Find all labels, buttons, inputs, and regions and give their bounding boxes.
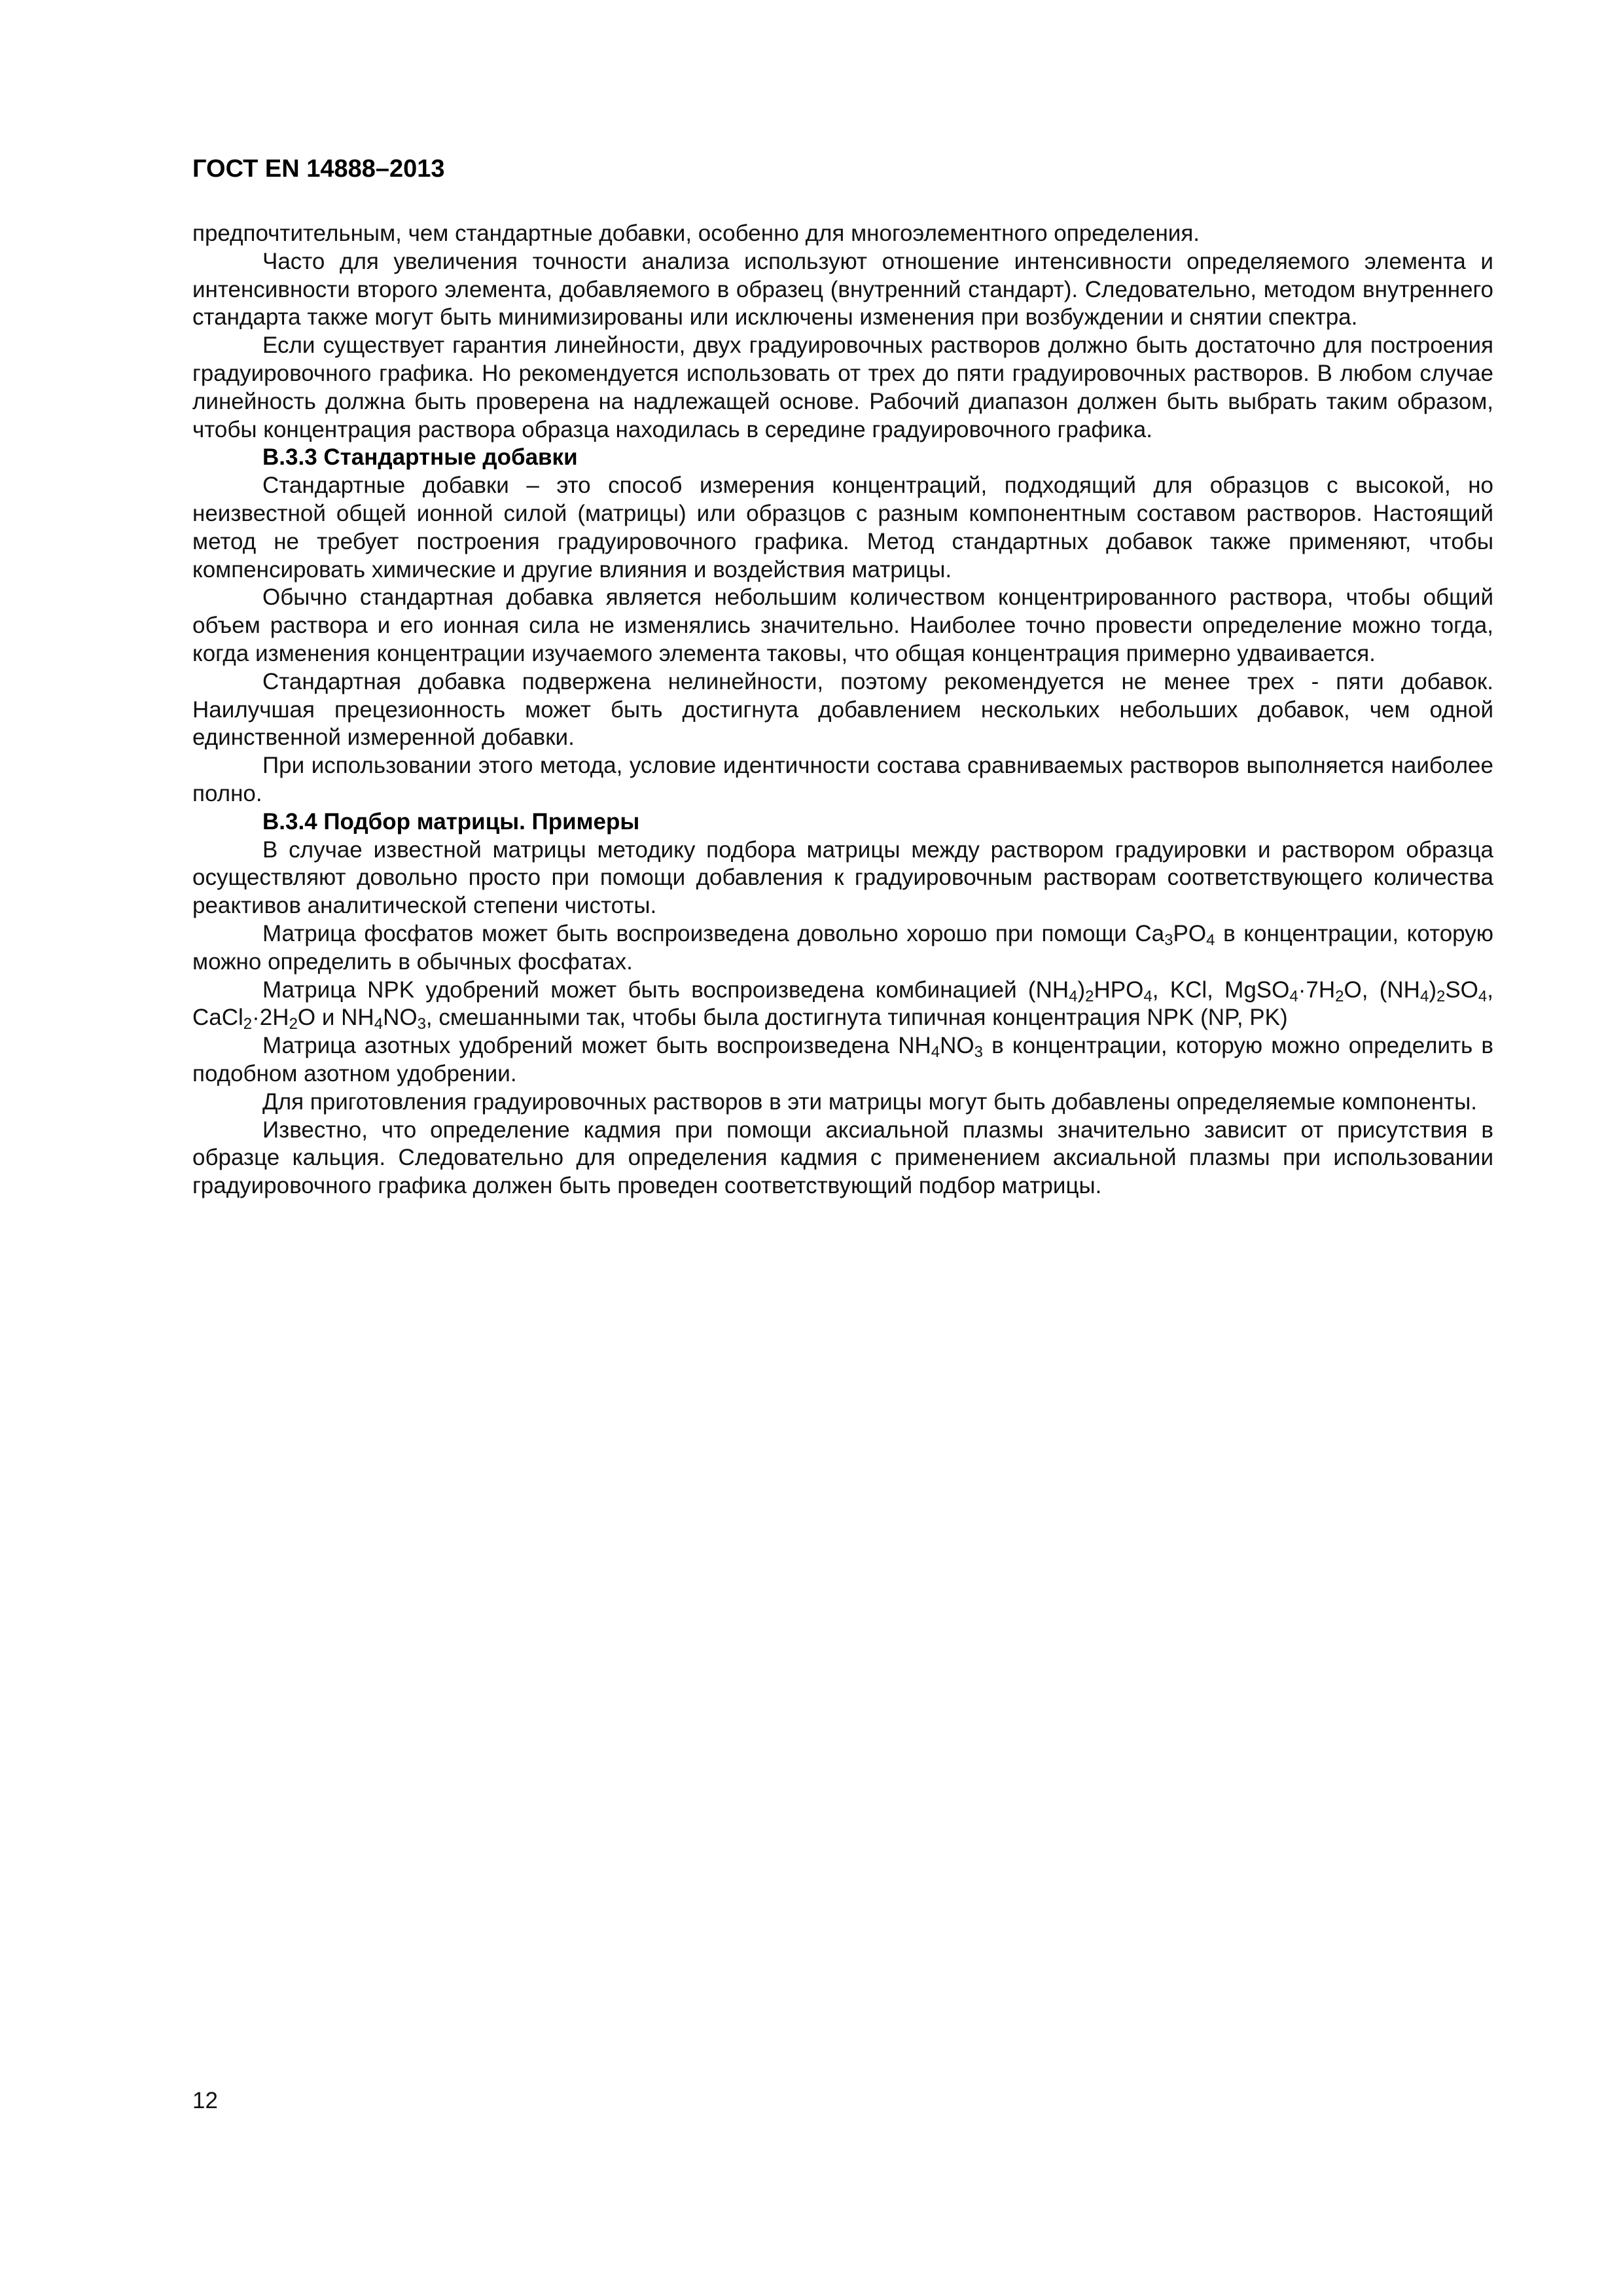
paragraph: Стандартные добавки – это способ измерения концентраций, подходящий для образцов с высокой, но неизвестной общей ионной силой (матрицы) или образцов с разным компонентным составом растворов. Настоящий метод не требует построения градуировочного графика. Метод стандартных добавок также применяют, чтобы компенсировать химические и другие влияния и воздействия матрицы. <box>192 473 1493 583</box>
paragraph: Стандартная добавка подвержена нелинейности, поэтому рекомендуется не менее трех - пяти добавок. Наилучшая прецезионность может быть достигнута добавлением нескольких небольших добавок, чем одной единственной измеренной добавки. <box>192 668 1493 751</box>
paragraph: Если существует гарантия линейности, двух градуировочных растворов должно быть достаточно для построения градуировочного графика. Но рекомендуется использовать от трех до пяти градуировочных растворов. В любом случае линейность должна быть проверена на надлежащей основе. Рабочий диапазон должен быть выбрать таким образом, чтобы концентрация раствора образца находилась в середине градуировочного графика. <box>192 332 1493 442</box>
paragraph-nitrogen-matrix: Матрица азотных удобрений может быть воспроизведена $NH_4NO_3$ в концентрации, которую можно определить в подобном азотном удобрении. <box>192 1033 1493 1086</box>
document-body <box>192 220 1493 1200</box>
section-heading-b34: В.3.4 Подбор матрицы. Примеры <box>262 808 640 834</box>
paragraph: Обычно стандартная добавка является небольшим количеством концентрированного раствора, чтобы общий объем раствора и его ионная сила не изменялись значительно. Наиболее точно провести определение можно тогда, когда изменения концентрации изучаемого элемента таковы, что общая концентрация примерно удваивается. <box>192 584 1493 666</box>
paragraph-npk-matrix: Матрица NPK удобрений может быть воспроизведена комбинацией $(NH_4)_2HPO_4$, KCl, $MgSO_4\cdot 7H_2O$, $(NH_4)_2SO_4$, $CaCl_2\cdot 2H_2O$ и $NH_4NO_3$, смешанными так, чтобы была достигнута типичная концентрация NPK (NP, PK) <box>192 977 1493 1033</box>
paragraph: В случае известной матрицы методику подбора матрицы между раствором градуировки и раствором образца осуществляют довольно просто при помощи добавления к градуировочным растворам соответствующего количества реактивов аналитической степени чистоты. <box>192 836 1493 919</box>
paragraph: предпочтительным, чем стандартные добавки, особенно для многоэлементного определения. <box>192 221 1200 246</box>
paragraph: При использовании этого метода, условие идентичности состава сравниваемых растворов выполняется наиболее полно. <box>192 753 1493 806</box>
paragraph: Известно, что определение кадмия при помощи аксиальной плазмы значительно зависит от присутствия в образце кальция. Следовательно для определения кадмия с применением аксиальной плазмы при использовании градуировочного графика должен быть проведен соответствующий подбор матрицы. <box>192 1117 1493 1199</box>
paragraph: Для приготовления градуировочных растворов в эти матрицы могут быть добавлены определяемые компоненты. <box>262 1088 1478 1115</box>
section-heading-b33: В.3.3 Стандартные добавки <box>262 444 578 471</box>
document-header: ГОСТ EN 14888–2013 <box>192 155 445 183</box>
page-number: 12 <box>192 2088 218 2113</box>
paragraph: Часто для увеличения точности анализа используют отношение интенсивности определяемого элемента и интенсивности второго элемента, добавляемого в образец (внутренний стандарт). Следовательно, методом внутреннего стандарта также могут быть минимизированы или исключены изменения при возбуждении и снятии спектра. <box>192 248 1493 331</box>
paragraph-phosphate-matrix: Матрица фосфатов может быть воспроизведена довольно хорошо при помощи $Ca_3PO_4$ в концентрации, которую можно определить в обычных фосфатах. <box>192 920 1493 975</box>
